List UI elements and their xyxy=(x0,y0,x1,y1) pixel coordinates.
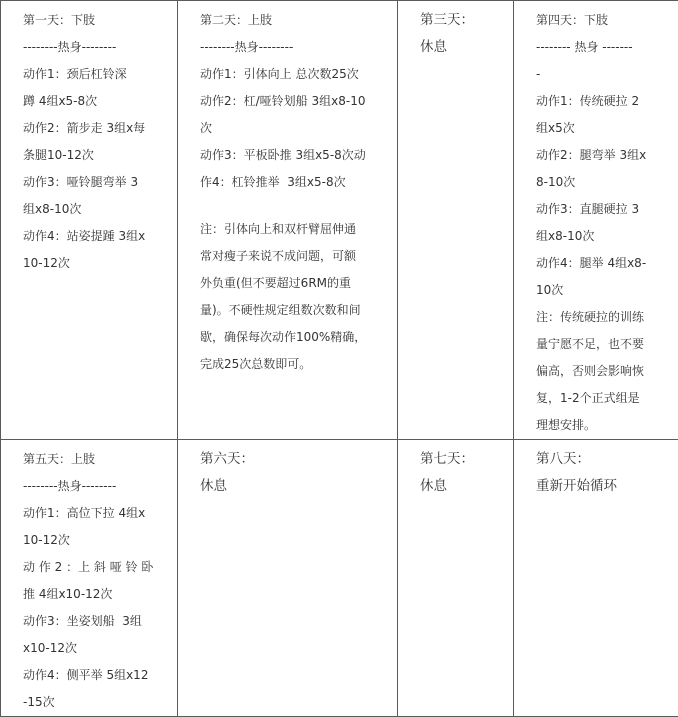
exercise-line: 动作4：侧平举 5组x12 xyxy=(23,662,167,689)
exercise-line: 10-12次 xyxy=(23,250,167,277)
exercise-line: 动作2：杠/哑铃划船 3组x8-10 xyxy=(200,88,387,115)
day-5-title: 第五天：上肢 xyxy=(23,446,167,473)
note-line: 完成25次总数即可。 xyxy=(200,351,387,378)
exercise-line: 动作2：箭步走 3组x每 xyxy=(23,115,167,142)
day-2-cell xyxy=(178,1,398,440)
exercise-line: x10-12次 xyxy=(23,635,167,662)
day-8-title: 第八天： xyxy=(536,446,668,473)
exercise-line: 动作1：高位下拉 4组x xyxy=(23,500,167,527)
day-7-title: 第七天： xyxy=(420,446,503,473)
note-line: 理想安排。 xyxy=(536,412,668,439)
exercise-line: 次 xyxy=(200,115,387,142)
rest-label: 休息 xyxy=(420,473,503,500)
note-line: 复，1-2个正式组是 xyxy=(536,385,668,412)
exercise-line: 作4：杠铃推举 3组x5-8次 xyxy=(200,169,387,196)
warmup-divider: --------热身-------- xyxy=(23,473,167,500)
day-4-cell xyxy=(514,1,678,440)
day-8-cell xyxy=(514,440,678,717)
exercise-line: 动作2：腿弯举 3组x xyxy=(536,142,668,169)
day-2-title: 第二天：上肢 xyxy=(200,7,387,34)
rest-label: 休息 xyxy=(200,473,387,500)
exercise-line: 10次 xyxy=(536,277,668,304)
exercise-line: 动作3：平板卧推 3组x5-8次动 xyxy=(200,142,387,169)
exercise-line: 组x8-10次 xyxy=(23,196,167,223)
exercise-line: 动作3：坐姿划船 3组 xyxy=(23,608,167,635)
day-1-title: 第一天：下肢 xyxy=(23,7,167,34)
warmup-divider-tail: - xyxy=(536,61,668,88)
warmup-divider: --------热身-------- xyxy=(23,34,167,61)
day-3-title: 第三天： xyxy=(420,7,503,34)
note-line: 外负重(但不要超过6RM的重 xyxy=(200,270,387,297)
warmup-divider: --------热身-------- xyxy=(200,34,387,61)
note-line: 常对瘦子来说不成问题，可额 xyxy=(200,243,387,270)
day-1-cell xyxy=(1,1,178,440)
exercise-line: 动作1：颈后杠铃深 xyxy=(23,61,167,88)
exercise-line: 动作4：腿举 4组x8- xyxy=(536,250,668,277)
exercise-line: 组x5次 xyxy=(536,115,668,142)
restart-cycle-label: 重新开始循环 xyxy=(536,473,668,500)
day-5-cell xyxy=(1,440,178,717)
rest-label: 休息 xyxy=(420,34,503,61)
day-6-cell xyxy=(178,440,398,717)
note-line: 量宁愿不足，也不要 xyxy=(536,331,668,358)
exercise-line: 8-10次 xyxy=(536,169,668,196)
warmup-divider: -------- 热身 ------- xyxy=(536,34,668,61)
exercise-line: 动作1：引体向上 总次数25次 xyxy=(200,61,387,88)
note-line: 量)。不硬性规定组数次数和间 xyxy=(200,297,387,324)
spacer xyxy=(200,196,387,216)
exercise-line: 蹲 4组x5-8次 xyxy=(23,88,167,115)
day-3-cell xyxy=(398,1,514,440)
day-6-title: 第六天： xyxy=(200,446,387,473)
exercise-line: 10-12次 xyxy=(23,527,167,554)
exercise-line: -15次 xyxy=(23,689,167,716)
exercise-line: 动作3：哑铃腿弯举 3 xyxy=(23,169,167,196)
day-7-cell xyxy=(398,440,514,717)
exercise-line: 推 4组x10-12次 xyxy=(23,581,167,608)
note-line: 偏高，否则会影响恢 xyxy=(536,358,668,385)
exercise-line: 动作4：站姿提踵 3组x xyxy=(23,223,167,250)
note-line: 歇，确保每次动作100%精确， xyxy=(200,324,387,351)
exercise-line: 动作3：直腿硬拉 3 xyxy=(536,196,668,223)
note-line: 注：传统硬拉的训练 xyxy=(536,304,668,331)
exercise-line: 条腿10-12次 xyxy=(23,142,167,169)
exercise-line: 组x8-10次 xyxy=(536,223,668,250)
exercise-line: 动 作 2 ：上 斜 哑 铃 卧 xyxy=(23,554,167,581)
table-row xyxy=(1,440,678,717)
day-4-title: 第四天：下肢 xyxy=(536,7,668,34)
exercise-line: 动作1：传统硬拉 2 xyxy=(536,88,668,115)
table-row xyxy=(1,1,678,440)
note-line: 注：引体向上和双杆臂屈伸通 xyxy=(200,216,387,243)
